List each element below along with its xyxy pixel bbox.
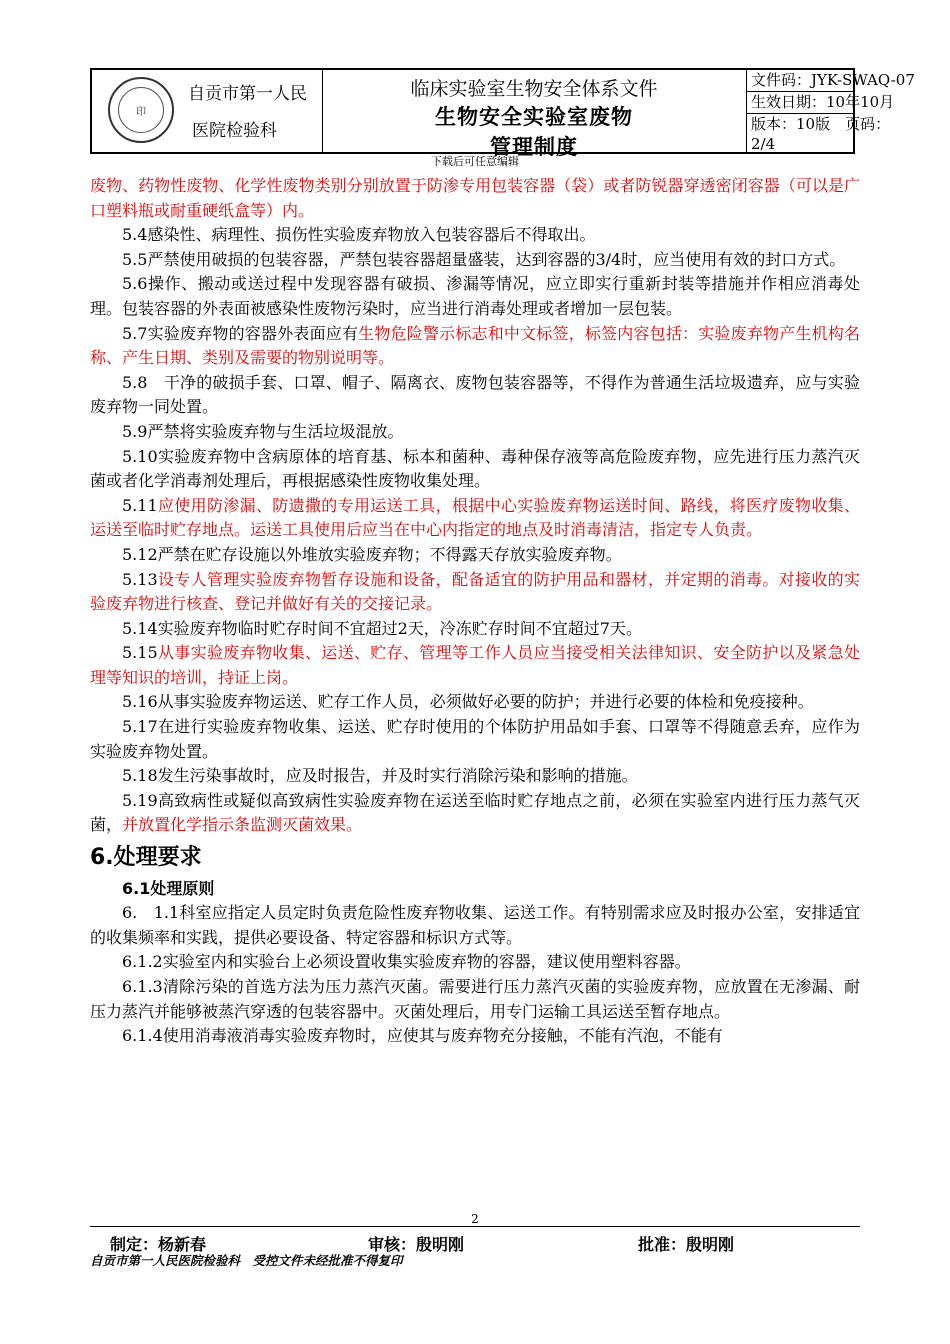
paragraph [90, 272, 860, 321]
paragraph-text: 5.19高致病性或疑似高致病性实验废弃物在运送至临时贮存地点之前，必须在实验室内进行压力蒸气灭菌， [90, 790, 860, 835]
paragraph-text: 6.1.4使用消毒液消毒实验废弃物时，应使其与废弃物充分接触，不能有汽泡，不能有 [122, 1026, 723, 1046]
document-title-line1: 生物安全实验室废物 [435, 104, 633, 129]
highlighted-text: 从事实验废弃物收集、运送、贮存、管理等工作人员应当接受相关法律知识、安全防护以及紧急处理等知识的培训，持证上岗。 [90, 643, 860, 687]
org-name-line1: 自贡市第一人民 [188, 84, 307, 104]
paragraph [90, 371, 860, 420]
paragraph [90, 617, 860, 642]
document-header [90, 68, 915, 159]
controlled-document-note: 自贡市第一人民医院检验科 受控文件未经批准不得复印 [90, 1253, 403, 1268]
paragraph-text: 6.1.3清除污染的首选方法为压力蒸汽灭菌。需要进行压力蒸汽灭菌的实验废弃物，应放置在无渗漏、耐压力蒸汽并能够被蒸汽穿透的包装容器中。灭菌处理后，用专门运输工具运送至暂存地点。 [90, 977, 860, 1021]
paragraph-text: 5.12严禁在贮存设施以外堆放实验废弃物；不得露天存放实验废弃物。 [122, 544, 622, 564]
highlighted-text: 废物、药物性废物、化学性废物类别分别放置于防渗专用包装容器（袋）或者防锐器穿透密闭容器（可以是广口塑料瓶或耐重硬纸盒等）内。 [90, 176, 860, 220]
paragraph-text: 6.1.2实验室内和实验台上必须设置收集实验废弃物的容器，建议使用塑料容器。 [122, 952, 691, 972]
paragraph-text: 5.4感染性、病理性、损伤性实验废弃物放入包装容器后不得取出。 [122, 225, 596, 245]
version-page: 版本：10版 页码： [751, 115, 891, 133]
highlighted-text: 并放置化学指示条监测灭菌效果。 [122, 815, 363, 835]
paragraph [90, 690, 860, 715]
paragraph [90, 420, 860, 445]
paragraph [90, 223, 860, 248]
paragraph-text: 5.13 [122, 569, 158, 589]
reviewed-by: 审核：殷明刚 [368, 1235, 465, 1254]
seal-inner [118, 87, 164, 133]
system-title: 临床实验室生物安全体系文件 [410, 78, 658, 100]
paragraph [90, 764, 860, 789]
approved-by: 批准：殷明刚 [638, 1235, 735, 1254]
effective-date: 生效日期：10年10月 [747, 92, 855, 114]
paragraph [90, 950, 860, 975]
page-fraction: 2/4 [751, 135, 776, 153]
paragraph [90, 445, 860, 494]
paragraph-text: 5.5严禁使用破损的包装容器，严禁包装容器超量盛装，达到容器的3/4时，应当使用有效的封口方式。 [122, 249, 846, 269]
paragraph [90, 789, 860, 838]
drafted-by: 制定：杨新春 [110, 1235, 207, 1254]
paragraph [90, 174, 860, 223]
paragraph-text: 5.17在进行实验废弃物收集、运送、贮存时使用的个体防护用品如手套、口罩等不得随意丢弃，应作为实验废弃物处置。 [90, 717, 860, 761]
paragraph-text: 5.16从事实验废弃物运送、贮存工作人员，必须做好必要的防护；并进行必要的体检和免疫接种。 [122, 692, 814, 712]
org-name-line2: 医院检验科 [192, 121, 277, 141]
paragraph [90, 975, 860, 1024]
paragraph [90, 901, 860, 950]
seal-text: 印 [136, 106, 146, 118]
document-title-line2: 管理制度 [490, 134, 578, 159]
download-note: 下载后可任意编辑 [431, 155, 519, 168]
document-body [90, 174, 860, 1049]
paragraph-text: 6. 1.1科室应指定人员定时负责危险性废弃物收集、运送工作。有特别需求应及时报办公室，安排适宜的收集频率和实践，提供必要设备、特定容器和标识方式等。 [90, 903, 860, 947]
page-number: 2 [471, 1212, 479, 1226]
paragraph-text: 5.11 [122, 495, 158, 515]
paragraph-text: 5.10实验废弃物中含病原体的培育基、标本和菌种、毒种保存液等高危险废弃物，应先进行压力蒸汽灭菌或者化学消毒剂处理后，再根据感染性废物收集处理。 [90, 446, 860, 491]
header-title-cell [322, 70, 747, 159]
paragraph-text: 5.6操作、搬动或送过程中发现容器有破损、渗漏等情况，应立即实行重新封装等措施并作相应消毒处理。包装容器的外表面被感染性废物污染时，应当进行消毒处理或者增加一层包装。 [90, 274, 860, 318]
paragraph [90, 715, 860, 764]
paragraph [90, 568, 860, 617]
paragraph-text: 5.7实验废弃物的容器外表面应有 [122, 323, 359, 343]
section6-heading: 6.处理要求 [90, 845, 202, 871]
section61-heading: 6.1处理原则 [122, 878, 215, 898]
section5-paragraphs [90, 174, 860, 838]
doc-code: 文件码：JYK-SWAQ-07 [747, 70, 855, 92]
paragraph [90, 543, 860, 568]
header-org-cell [92, 70, 323, 152]
section61-paragraphs [90, 901, 860, 1049]
paragraph-text: 5.14实验废弃物临时贮存时间不宜超过2天，冷冻贮存时间不宜超过7天。 [122, 618, 642, 638]
paragraph-text: 5.15 [122, 643, 158, 663]
paragraph-text: 5.8 干净的破损手套、口罩、帽子、隔离衣、废物包装容器等，不得作为普通生活垃圾遗弃，应与实验废弃物一同处置。 [90, 372, 860, 417]
highlighted-text: 设专人管理实验废弃物暂存设施和设备，配备适宜的防护用品和器材，并定期的消毒。对接收的实验废弃物进行核查、登记并做好有关的交接记录。 [90, 569, 860, 614]
paragraph-text: 5.9严禁将实验废弃物与生活垃圾混放。 [122, 421, 404, 441]
paragraph [90, 641, 860, 690]
paragraph [90, 322, 860, 371]
header-meta-cell [747, 70, 915, 153]
hospital-seal-icon [108, 77, 174, 143]
highlighted-text: 应使用防渗漏、防遗撒的专用运送工具，根据中心实验废弃物运送时间、路线，将医疗废物收集、运送至临时贮存地点。运送工具使用后应当在中心内指定的地点及时消毒清洁，指定专人负责。 [90, 495, 860, 540]
paragraph [90, 1024, 860, 1049]
paragraph [90, 494, 860, 543]
paragraph-text: 5.18发生污染事故时，应及时报告，并及时实行消除污染和影响的措施。 [122, 766, 638, 786]
paragraph [90, 248, 860, 273]
footer-divider [90, 1226, 860, 1227]
highlighted-text: 生物危险警示标志和中文标签，标签内容包括：实验废弃物产生机构名称、产生日期、类别及需要的物别说明等。 [90, 323, 860, 368]
